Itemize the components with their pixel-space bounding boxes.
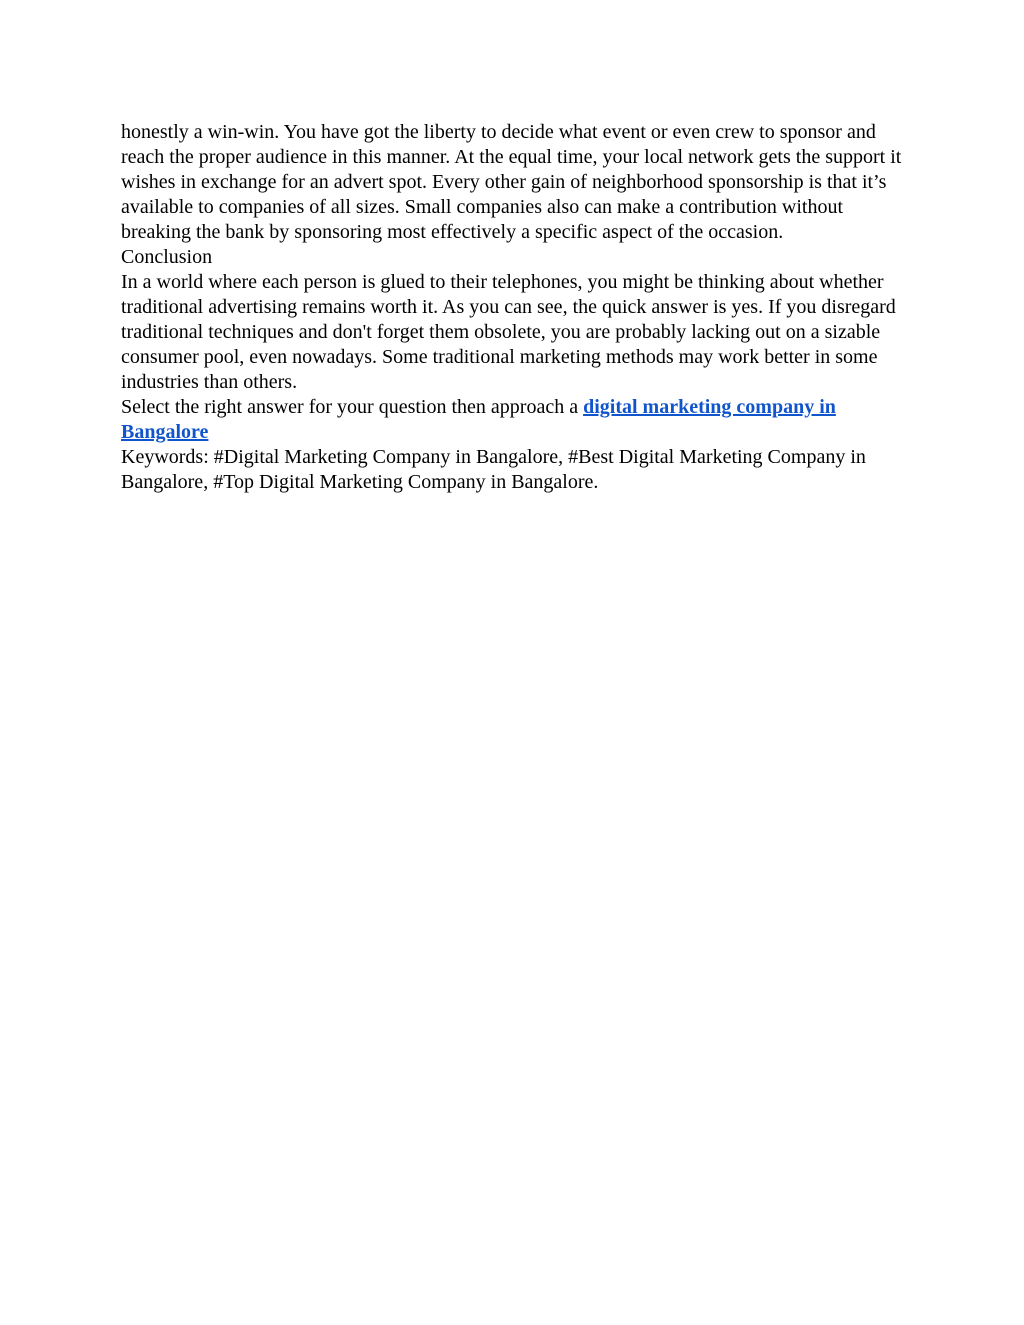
call-to-action-text: Select the right answer for your question then approach a: [121, 396, 584, 418]
section-heading-conclusion: Conclusion: [121, 246, 213, 268]
document-page: [121, 120, 911, 495]
body-paragraph-conclusion: In a world where each person is glued to their telephones, you might be thinking about whether traditional advertising remains worth it. As you can see, the quick answer is yes. If you disregard traditional techniques and don't forget them obsolete, you are probably lacking out on a sizable consumer pool, even nowadays. Some traditional marketing methods may work better in some industries than others.: [121, 271, 896, 393]
body-paragraph-sponsorship: honestly a win-win. You have got the liberty to decide what event or even crew to sponsor and reach the proper audience in this manner. At the equal time, your local network gets the support it wishes in exchange for an advert spot. Every other gain of neighborhood sponsorship is that it’s available to companies of all sizes. Small companies also can make a contribution without breaking the bank by sponsoring most effectively a specific aspect of the occasion.: [121, 121, 902, 243]
digital-marketing-company-link[interactable]: digital marketing company in Bangalore: [121, 396, 836, 443]
call-to-action-paragraph: [121, 395, 911, 445]
keywords-paragraph: Keywords: #Digital Marketing Company in Bangalore, #Best Digital Marketing Company in Bangalore, #Top Digital Marketing Company in Bangalore.: [121, 446, 866, 493]
